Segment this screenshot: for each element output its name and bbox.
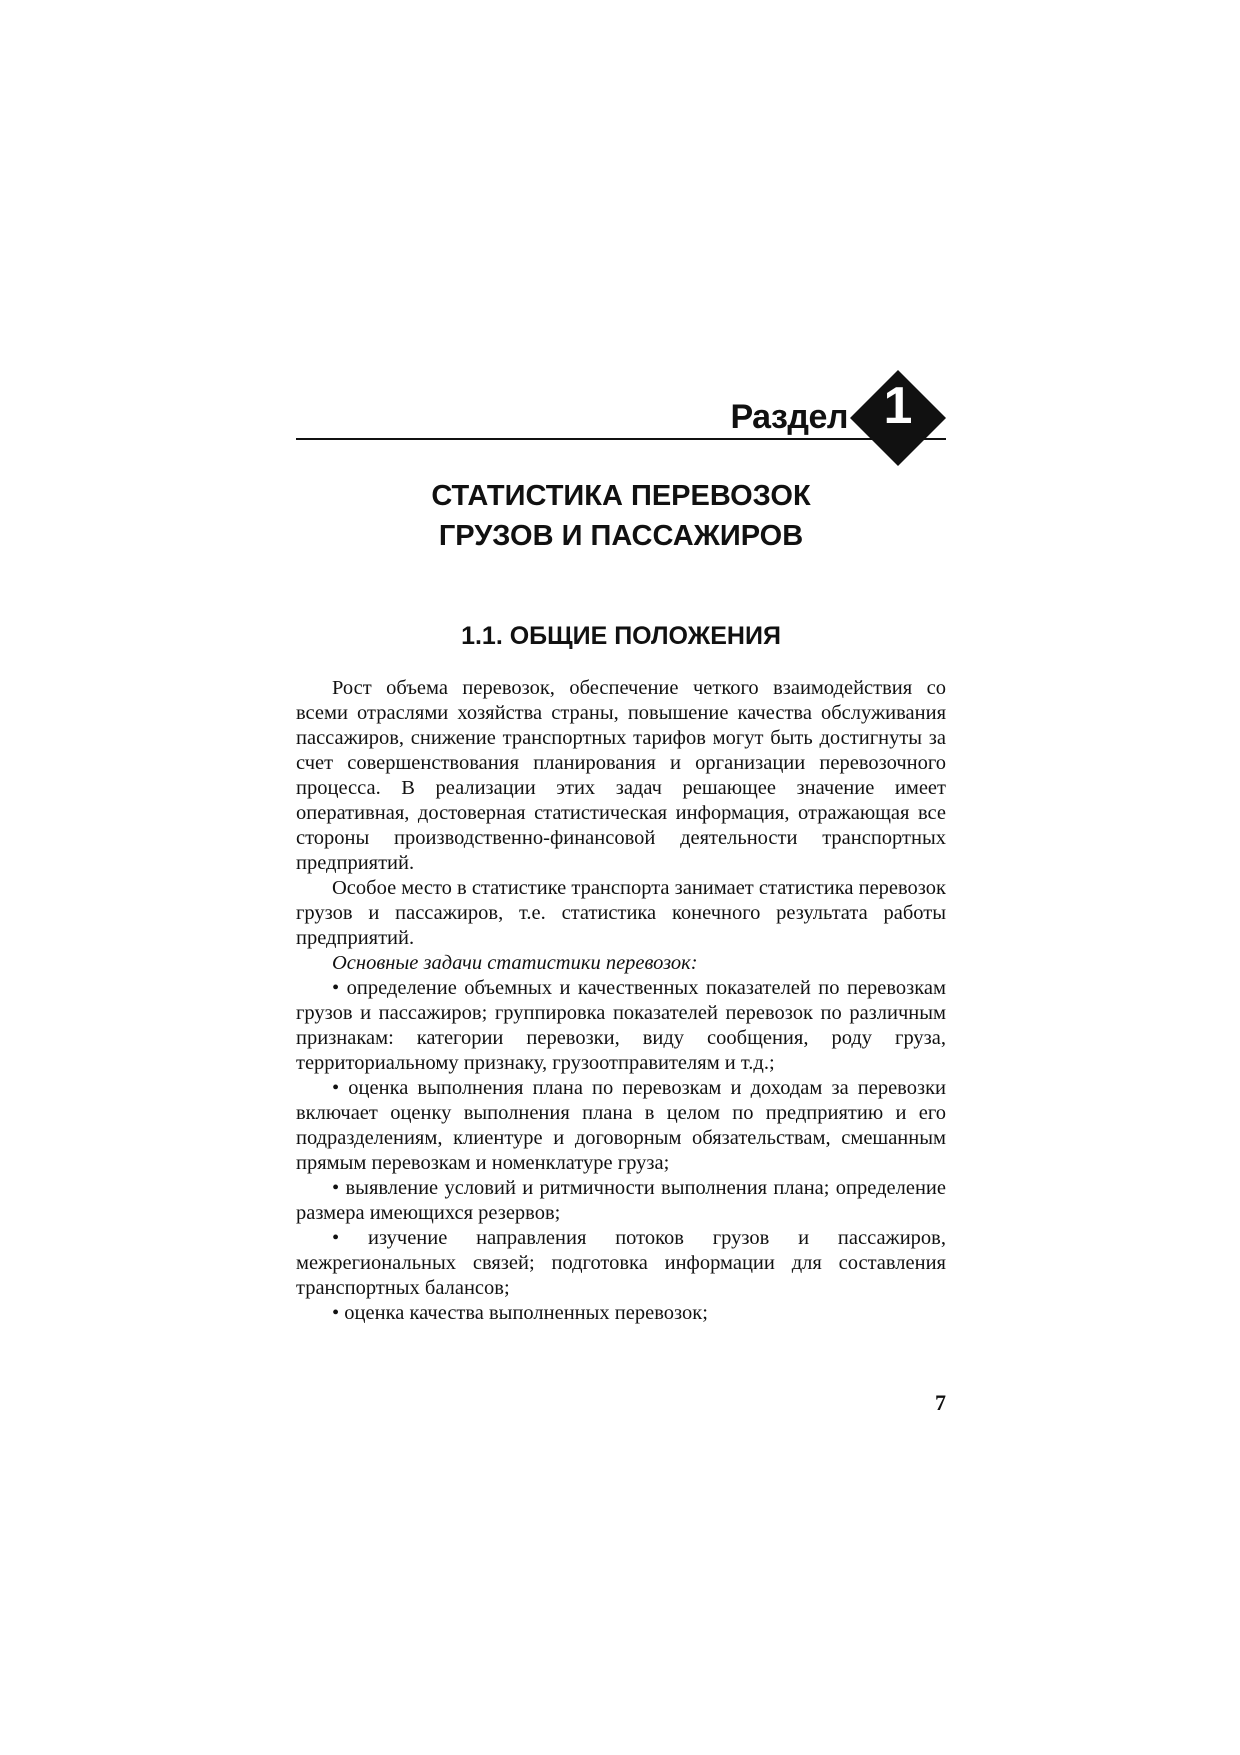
chapter-title-line-1: СТАТИСТИКА ПЕРЕВОЗОК [431, 480, 811, 512]
chapter-title [296, 476, 946, 556]
section-number: 1 [883, 377, 913, 435]
section-label: Раздел [730, 398, 848, 436]
bullet-item-2: • оценка выполнения плана по перевозкам и доходам за перевозки включает оценку выполнения плана в целом по предприятию и его подразделениям, клиентуре и договорным обязательствам, смешанным прямым перевозкам и номенклатуре груза; [296, 1077, 946, 1174]
section-rule [296, 438, 946, 440]
paragraph-1: Рост объема перевозок, обеспечение четкого взаимодействия со всеми отраслями хозяйства страны, повышение качества обслуживания пассажиров, снижение транспортных тарифов могут быть достигнуты за счет совершенствования планирования и организации перевозочного процесса. В реализации этих задач решающее значение имеет оперативная, достоверная статистическая информация, отражающая все стороны производственно-финансовой деятельности транспортных предприятий. [296, 677, 946, 874]
bullet-item-1: • определение объемных и качественных показателей по перевозкам грузов и пассажиров; группировка показателей перевозок по различным признакам: категории перевозки, виду сообщения, роду груза, территориальному признаку, грузоотправителям и т.д.; [296, 977, 946, 1074]
bullet-item-4: • изучение направления потоков грузов и пассажиров, межрегиональных связей; подготовка информации для составления транспортных балансов; [296, 1227, 946, 1299]
tasks-intro: Основные задачи статистики перевозок: [332, 952, 698, 974]
section-header [296, 370, 946, 470]
page-number: 7 [935, 1390, 946, 1415]
bullet-item-5: • оценка качества выполненных перевозок; [332, 1302, 708, 1324]
subsection-title: 1.1. ОБЩИЕ ПОЛОЖЕНИЯ [461, 622, 781, 650]
paragraph-2: Особое место в статистике транспорта занимает статистика перевозок грузов и пассажиров, т.е. статистика конечного результата работы предприятий. [296, 877, 946, 949]
bullet-item-3: • выявление условий и ритмичности выполнения плана; определение размера имеющихся резервов; [296, 1177, 946, 1224]
chapter-title-line-2: ГРУЗОВ И ПАССАЖИРОВ [438, 520, 804, 552]
body-text [296, 676, 946, 1326]
